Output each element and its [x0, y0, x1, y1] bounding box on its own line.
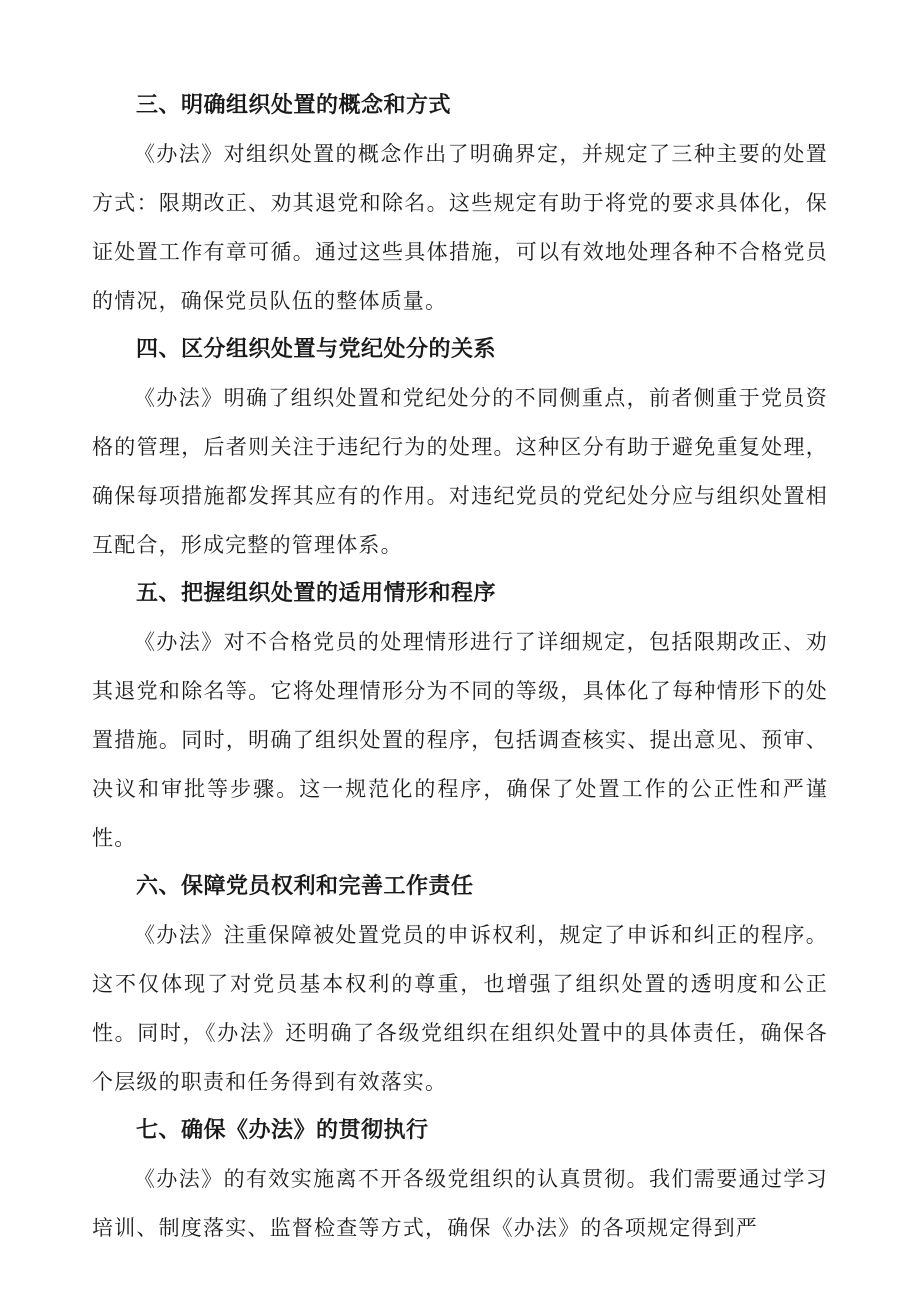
section-paragraph: 《办法》的有效实施离不开各级党组织的认真贯彻。我们需要通过学习培训、制度落实、监督检查等方式，确保《办法》的各项规定得到严 — [92, 1167, 828, 1240]
section-heading: 五、把握组织处置的适用情形和程序 — [136, 581, 497, 606]
section-7 — [92, 1107, 828, 1253]
section-paragraph: 《办法》对组织处置的概念作出了明确界定，并规定了三种主要的处置方式：限期改正、劝其退党和除名。这些规定有助于将党的要求具体化，保证处置工作有章可循。通过这些具体措施，可以有效地处理各种不合格党员的情况，确保党员队伍的整体质量。 — [92, 142, 828, 313]
section-5 — [92, 570, 828, 863]
section-paragraph: 《办法》对不合格党员的处理情形进行了详细规定，包括限期改正、劝其退党和除名等。它将处理情形分为不同的等级，具体化了每种情形下的处置措施。同时，明确了组织处置的程序，包括调查核实、提出意见、预审、决议和审批等步骤。这一规范化的程序，确保了处置工作的公正性和严谨性。 — [92, 630, 828, 850]
section-paragraph: 《办法》注重保障被处置党员的申诉权利，规定了申诉和纠正的程序。这不仅体现了对党员基本权利的尊重，也增强了组织处置的透明度和公正性。同时，《办法》还明确了各级党组织在组织处置中的具体责任，确保各个层级的职责和任务得到有效落实。 — [92, 923, 828, 1094]
section-heading: 四、区分组织处置与党纪处分的关系 — [136, 337, 497, 362]
section-3 — [92, 82, 828, 326]
document-page — [92, 82, 828, 1253]
section-4 — [92, 326, 828, 570]
section-paragraph: 《办法》明确了组织处置和党纪处分的不同侧重点，前者侧重于党员资格的管理，后者则关注于违纪行为的处理。这种区分有助于避免重复处理，确保每项措施都发挥其应有的作用。对违纪党员的党纪处分应与组织处置相互配合，形成完整的管理体系。 — [92, 386, 828, 557]
section-heading: 六、保障党员权利和完善工作责任 — [136, 874, 474, 899]
section-6 — [92, 863, 828, 1107]
section-heading: 三、明确组织处置的概念和方式 — [136, 93, 452, 118]
section-heading: 七、确保《办法》的贯彻执行 — [136, 1118, 429, 1143]
